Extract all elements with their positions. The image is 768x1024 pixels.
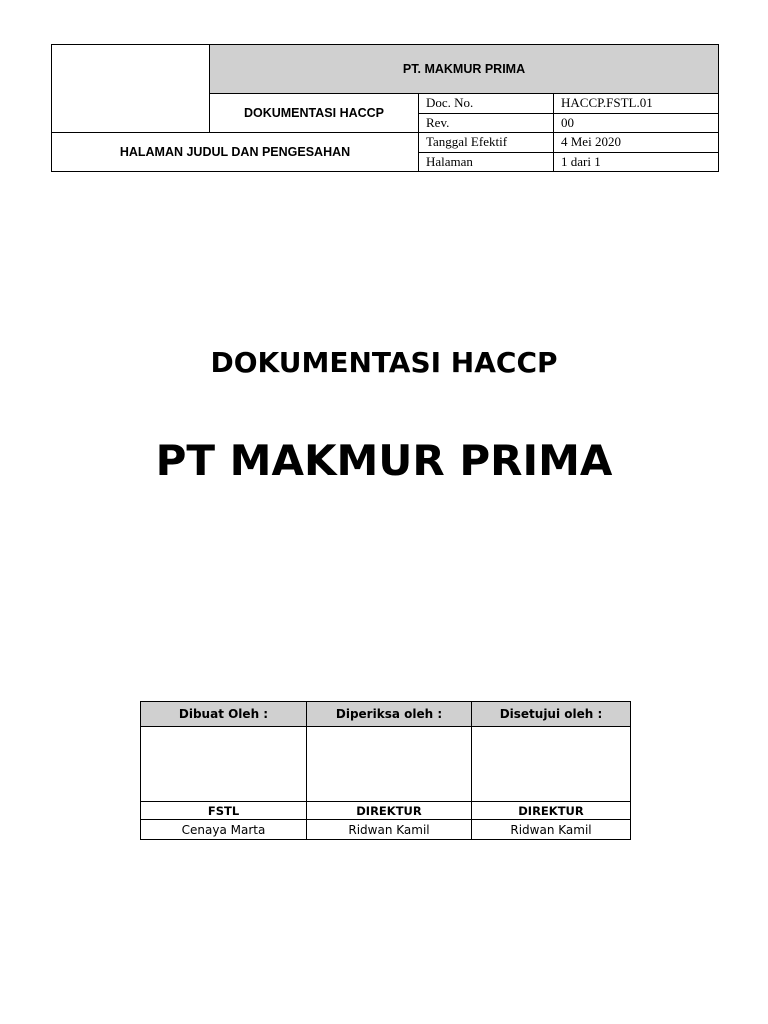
meta-label-effective-date: Tanggal Efektif (419, 133, 554, 153)
meta-value-doc-no: HACCP.FSTL.01 (554, 94, 719, 114)
main-title: DOKUMENTASI HACCP (210, 346, 558, 379)
meta-value-page: 1 dari 1 (554, 152, 719, 172)
company-title: PT MAKMUR PRIMA (155, 436, 613, 485)
meta-value-effective-date: 4 Mei 2020 (554, 133, 719, 153)
signer-role-approved: DIREKTUR (472, 802, 631, 820)
meta-label-page: Halaman (419, 152, 554, 172)
signer-name-approved: Ridwan Kamil (472, 820, 631, 840)
document-type: DOKUMENTASI HACCP (210, 94, 419, 133)
signature-space-checked (307, 727, 472, 802)
signature-header-approved: Disetujui oleh : (472, 702, 631, 727)
page-title-cell: HALAMAN JUDUL DAN PENGESAHAN (52, 133, 419, 172)
signer-name-created: Cenaya Marta (141, 820, 307, 840)
signature-header-checked: Diperiksa oleh : (307, 702, 472, 727)
meta-value-rev: 00 (554, 113, 719, 133)
document-header-table (51, 44, 719, 172)
signer-name-checked: Ridwan Kamil (307, 820, 472, 840)
logo-cell (52, 45, 210, 133)
signature-header-created: Dibuat Oleh : (141, 702, 307, 727)
signer-role-checked: DIREKTUR (307, 802, 472, 820)
meta-label-doc-no: Doc. No. (419, 94, 554, 114)
company-name: PT. MAKMUR PRIMA (210, 45, 719, 94)
meta-label-rev: Rev. (419, 113, 554, 133)
approval-signature-table (140, 701, 631, 840)
signer-role-created: FSTL (141, 802, 307, 820)
signature-space-approved (472, 727, 631, 802)
signature-space-created (141, 727, 307, 802)
